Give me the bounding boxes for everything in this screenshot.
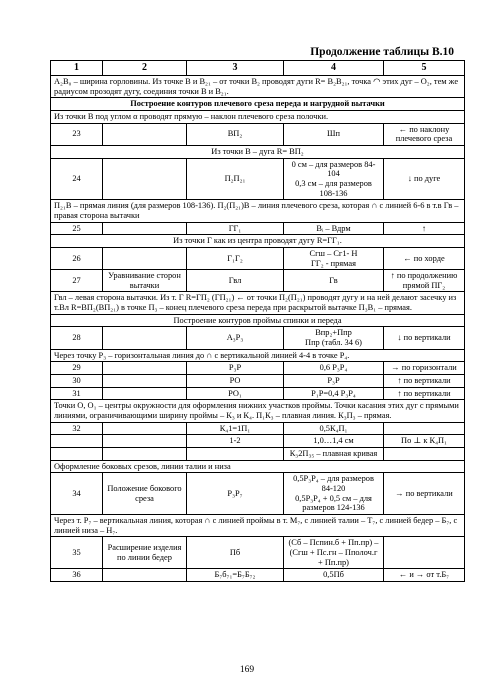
table-cell xyxy=(103,247,187,269)
table-cell xyxy=(51,435,103,448)
table-cell: По ⊥ к К₄П₁ xyxy=(384,435,465,448)
table-row xyxy=(51,123,465,145)
section-text: П₂₁В – прямая линия (для размеров 108-136). П₂(П₂₁)В – линия плечевого среза, которая ∩ с линией 6-6 в т.в Гв – правая сторона вытачки xyxy=(51,200,465,222)
table-caption: Продолжение таблицы В.10 xyxy=(310,46,454,58)
table-cell: Пб xyxy=(187,537,284,569)
section-text: Через точку Р₃ – горизонтальная линия до ∩ с вертикальной линией 4-4 в точке Р₄. xyxy=(51,349,465,362)
table-cell: К₄1=1П₁ xyxy=(187,422,284,435)
table-cell: ВП₂ xyxy=(187,123,284,145)
table-cell xyxy=(384,422,465,435)
table-cell: П₂П₂₁ xyxy=(187,158,284,200)
table-cell: 0,5Р₃Р₄ – для размеров 84-120 0,5Р₃Р₄ + 0,5 см – для размеров 124-136 xyxy=(284,473,384,515)
table-row xyxy=(51,569,465,582)
table-cell: А₃Р₃ xyxy=(187,327,284,349)
table-cell xyxy=(103,123,187,145)
table-cell: 23 xyxy=(51,123,103,145)
section-text: Из точки В под углом α проводят прямую – наклон плечевого среза полочки. xyxy=(51,110,465,123)
section-text: Из точки Г как из центра проводят дугу R=ГГ₁. xyxy=(51,235,465,248)
table-cell: Расширение изделия по линии бедер xyxy=(103,537,187,569)
table-cell xyxy=(103,158,187,200)
table-row xyxy=(51,435,465,448)
table-row xyxy=(51,362,465,375)
table-cell: 34 xyxy=(51,473,103,515)
header-cell: 5 xyxy=(384,61,465,76)
table-cell: Положение бокового среза xyxy=(103,473,187,515)
header-cell: 1 xyxy=(51,61,103,76)
table-cell xyxy=(103,422,187,435)
table-cell: 1-2 xyxy=(187,435,284,448)
table-section-row xyxy=(51,76,465,98)
table-cell: 35 xyxy=(51,537,103,569)
table-cell: ↑ xyxy=(384,222,465,235)
table-section-row xyxy=(51,349,465,362)
table-section-row xyxy=(51,98,465,111)
table-cell: 0,5К₄П₁ xyxy=(284,422,384,435)
header-row xyxy=(51,61,465,76)
table-cell: ↑ по продолжению прямой ПГ₂ xyxy=(384,270,465,292)
section-text: Гвл – левая сторона вытачки. Из т. Г R=ГП₂ (ГП₂₁) ← от точки П₂(П₂₁) проводят дугу и на ней делают засечку из т.Вл R=ВП₂(ВП₂₁) в точке П₃ – конец плечевого среза переда при раскрытой вытачке П₃В₁ – прямая. xyxy=(51,292,465,314)
table-row xyxy=(51,327,465,349)
table-cell: Вᵢ – Вдрм xyxy=(284,222,384,235)
table-cell: (Сб – Пспин.б + Пп.пр) – (Сгш + Пс.гн – Пполоч.г + Пп.пр) xyxy=(284,537,384,569)
table-cell: 31 xyxy=(51,387,103,400)
table-cell: 36 xyxy=(51,569,103,582)
table-section-row xyxy=(51,145,465,158)
table-cell: 24 xyxy=(51,158,103,200)
table-cell: ↓ по дуге xyxy=(384,158,465,200)
table-cell: Р₁Р=0,4 Р₃Р₄ xyxy=(284,387,384,400)
table-cell xyxy=(103,448,187,461)
table-row xyxy=(51,422,465,435)
table-cell: ← и → от т.Б₇ xyxy=(384,569,465,582)
table-section-row xyxy=(51,200,465,222)
table-cell: 1,0…1,4 см xyxy=(284,435,384,448)
table-cell: Гв xyxy=(284,270,384,292)
table-cell: 26 xyxy=(51,247,103,269)
table-cell: → по горизонтали xyxy=(384,362,465,375)
table-cell: Сгш – Сг1- Н ГГ₂ - прямая xyxy=(284,247,384,269)
table-cell xyxy=(384,537,465,569)
table-section-row xyxy=(51,110,465,123)
table-section-row xyxy=(51,314,465,327)
table-row xyxy=(51,387,465,400)
section-text: Из точки В – дуга R= ВП₂ xyxy=(51,145,465,158)
table-cell: Г₁Г₂ xyxy=(187,247,284,269)
table-cell: → по вертикали xyxy=(384,473,465,515)
table-cell: Гвл xyxy=(187,270,284,292)
header-cell: 2 xyxy=(103,61,187,76)
table-cell: 25 xyxy=(51,222,103,235)
section-text: Построение контуров проймы спинки и переда xyxy=(51,314,465,327)
table-cell: ↑ по вертикали xyxy=(384,387,465,400)
table-section-row xyxy=(51,400,465,422)
table-cell: 30 xyxy=(51,375,103,388)
table-row xyxy=(51,537,465,569)
table-cell: 28 xyxy=(51,327,103,349)
page-number: 169 xyxy=(239,665,255,675)
table-cell: РО₁ xyxy=(187,387,284,400)
table-row xyxy=(51,158,465,200)
table-cell: Уравнивание сторон вытачки xyxy=(103,270,187,292)
section-text: Точки О, О₁ – центры окружности для оформления нижних участков проймы. Точки касания этих дуг с прямыми линиями, ограничивающими ширину проймы – К₃ и К₄. П₁К₃ – плавная линия. К₃П₃ – прямая. xyxy=(51,400,465,422)
table-cell: Б₇б₇₁=Б₇Б₇₂ xyxy=(187,569,284,582)
table-cell: ← по наклону плечевого среза xyxy=(384,123,465,145)
table-cell xyxy=(103,435,187,448)
table-cell xyxy=(103,375,187,388)
table-row xyxy=(51,222,465,235)
construction-table xyxy=(50,60,465,582)
table-cell xyxy=(187,448,284,461)
header-cell: 3 xyxy=(187,61,284,76)
table-section-row xyxy=(51,292,465,314)
table-cell xyxy=(51,448,103,461)
table-cell: Р₃Р xyxy=(284,375,384,388)
section-text: Оформление боковых срезов, линии талии и низа xyxy=(51,460,465,473)
table-cell: Шп xyxy=(284,123,384,145)
table-cell xyxy=(384,448,465,461)
table-cell: 0 см – для размеров 84-104 0,3 см – для размеров 108-136 xyxy=(284,158,384,200)
table-cell: Впр₂+Ппр Ппр (табл. 34 6) xyxy=(284,327,384,349)
table-cell: РО xyxy=(187,375,284,388)
table-cell: 29 xyxy=(51,362,103,375)
table-cell: Р₃Р xyxy=(187,362,284,375)
table-row xyxy=(51,270,465,292)
table-cell: Р₃Р₇ xyxy=(187,473,284,515)
table-cell: К₃2П₃₅ – плавная кривая xyxy=(284,448,384,461)
table-section-row xyxy=(51,235,465,248)
section-text: Через т. Р₇ – вертикальная линия, которая ∩ с линией проймы в т. М₇, с линией талии – Т₇, с линией бедер – Б₇, с линией низа – Н₇. xyxy=(51,514,465,536)
table-cell xyxy=(103,222,187,235)
table-row xyxy=(51,247,465,269)
table-cell xyxy=(103,569,187,582)
table-cell: ← по хорде xyxy=(384,247,465,269)
table-row xyxy=(51,375,465,388)
table-section-row xyxy=(51,460,465,473)
section-text: Построение контуров плечевого среза переда и нагрудной вытачки xyxy=(51,98,465,111)
table-cell xyxy=(103,362,187,375)
table-cell: ↑ по вертикали xyxy=(384,375,465,388)
table-cell: 0,5Пб xyxy=(284,569,384,582)
table-cell: 27 xyxy=(51,270,103,292)
table-row xyxy=(51,473,465,515)
table-cell xyxy=(103,327,187,349)
section-text: А₂В₀ – ширина горловины. Из точке В и В₂₁ – от точки В₂ проводят дуги R= В₂В₂₁, точка ◠ этих дуг – О₂, тем же радиусом прозодят дугу, соединия точки В и В₂₁. xyxy=(51,76,465,98)
table-cell: 32 xyxy=(51,422,103,435)
table-row xyxy=(51,448,465,461)
table-section-row xyxy=(51,514,465,536)
table-cell xyxy=(103,387,187,400)
table-cell: ↓ по вертикали xyxy=(384,327,465,349)
table-cell: 0,6 Р₃Р₄ xyxy=(284,362,384,375)
header-cell: 4 xyxy=(284,61,384,76)
table-cell: ГГ₁ xyxy=(187,222,284,235)
